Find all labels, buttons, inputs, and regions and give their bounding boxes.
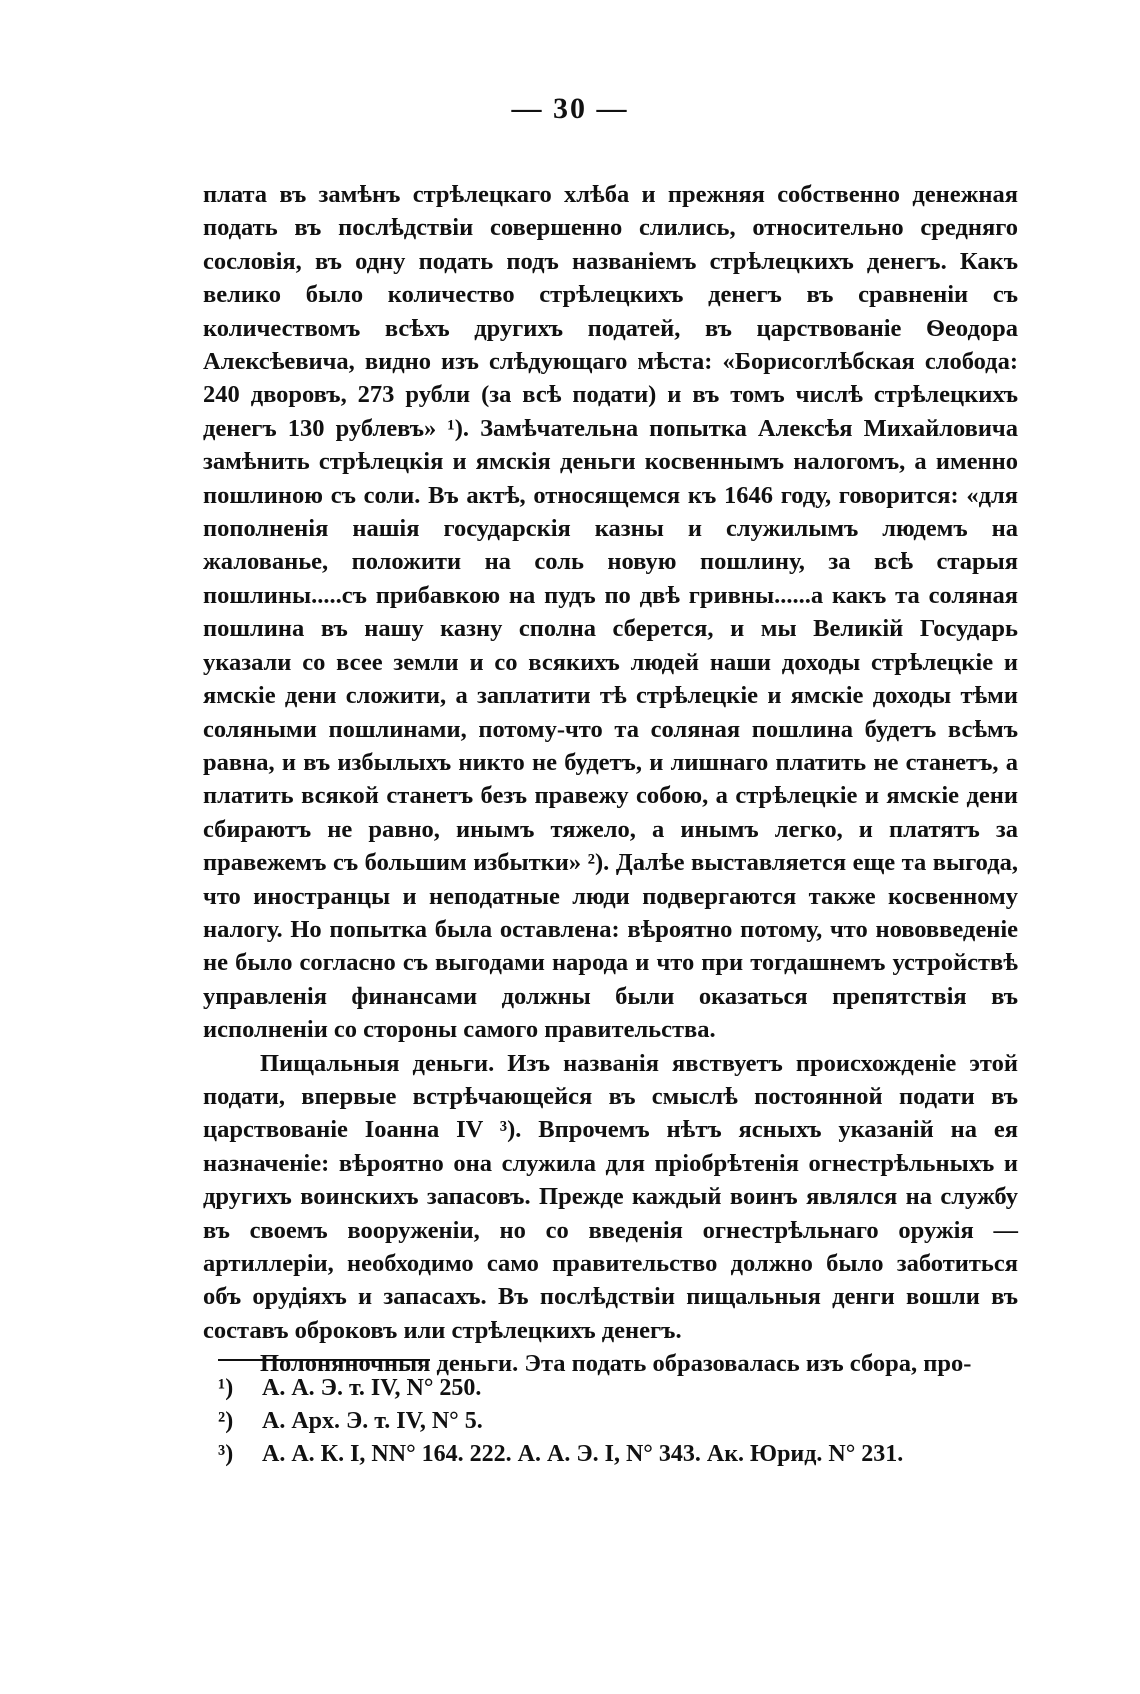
body-text: [203, 178, 1018, 1381]
footnote-text: А. А. К. I, NN° 164. 222. А. А. Э. I, N° 343. Ак. Юрид. N° 231.: [262, 1441, 904, 1467]
footnote-text: А. Арх. Э. т. IV, N° 5.: [262, 1408, 483, 1434]
footnote: [218, 1438, 1018, 1471]
footnote: [218, 1405, 1018, 1438]
paragraph: Полоняночныя деньги. Эта подать образовалась изъ сбора, про-: [260, 1350, 972, 1378]
paragraph: Пищальныя деньги. Изъ названія явствуетъ происхожденіе этой подати, впервые встрѣчающейся въ смыслѣ постоянной подати въ царствованіе Іоанна IV ³). Впрочемъ нѣтъ ясныхъ указаній на ея назначеніе: вѣроятно она служила для пріобрѣтенія огнестрѣльныхъ и другихъ воинскихъ запасовъ. Прежде каждый воинъ являлся на службу въ своемъ вооруженіи, но со введенія огнестрѣльнаго оружія — артиллеріи, необходимо само правительство должно было заботиться объ орудіяхъ и запасахъ. Въ послѣдствіи пищальныя денги вошли въ составъ оброковъ или стрѣлецкихъ денегъ.: [203, 1049, 1018, 1344]
footnote-mark: ²): [218, 1408, 234, 1434]
footnote: [218, 1372, 1018, 1405]
paragraph: плата въ замѣнъ стрѣлецкаго хлѣба и прежняя собственно денежная подать въ послѣдствіи совершенно слились, относительно средняго сословія, въ одну подать подъ названіемъ стрѣлецкихъ денегъ. Какъ велико было количество стрѣлецкихъ денегъ въ сравненіи съ количествомъ всѣхъ другихъ податей, въ царствованіе Ѳеодора Алексѣевича, видно изъ слѣдующаго мѣста: «Борисоглѣбская слобода: 240 дворовъ, 273 рубли (за всѣ подати) и въ томъ числѣ стрѣлецкихъ денегъ 130 рублевъ» ¹). Замѣчательна попытка Алексѣя Михайловича замѣнить стрѣлецкія и ямскія деньги косвеннымъ налогомъ, а именно пошлиною съ соли. Въ актѣ, относящемся къ 1646 году, говорится: «для пополненія нашія государскія казны и служилымъ людемъ на жалованье, положити на соль новую пошлину, за всѣ старыя пошлины.....съ прибавкою на пудъ по двѣ гривны......а какъ та соляная пошлина въ нашу казну сполна сберется, и мы Великій Государь указали со всее земли и со всякихъ людей наши доходы стрѣлецкіе и ямскіе дени сложити, а заплатити тѣ стрѣлецкіе и ямскіе доходы тѣми соляными пошлинами, потому-что та соляная пошлина будетъ всѣмъ равна, и въ избылыхъ никто не будетъ, и лишнаго платить не станетъ, а платить всякой станетъ безъ правежу собою, а стрѣлецкіе и ямскіе дени сбираютъ не равно, инымъ тяжело, а инымъ легко, и платятъ за правежемъ съ большим избытки» ²). Далѣе выставляется еще та выгода, что иностранцы и неподатные люди подвергаются также косвенному налогу. Но попытка была оставлена: вѣроятно потому, что нововведеніе не было согласно съ выгодами народа и что при тогдашнемъ устройствѣ управленія финансами должны были оказаться препятствія въ исполненіи со стороны самого правительства.: [203, 181, 1018, 1044]
page-number: — 30 —: [511, 92, 629, 125]
footnote-text: А. А. Э. т. IV, N° 250.: [262, 1375, 482, 1401]
footnote-mark: ³): [218, 1441, 234, 1467]
footnote-divider: [218, 1359, 430, 1361]
footnote-mark: ¹): [218, 1375, 234, 1401]
footnotes: [218, 1372, 1018, 1471]
